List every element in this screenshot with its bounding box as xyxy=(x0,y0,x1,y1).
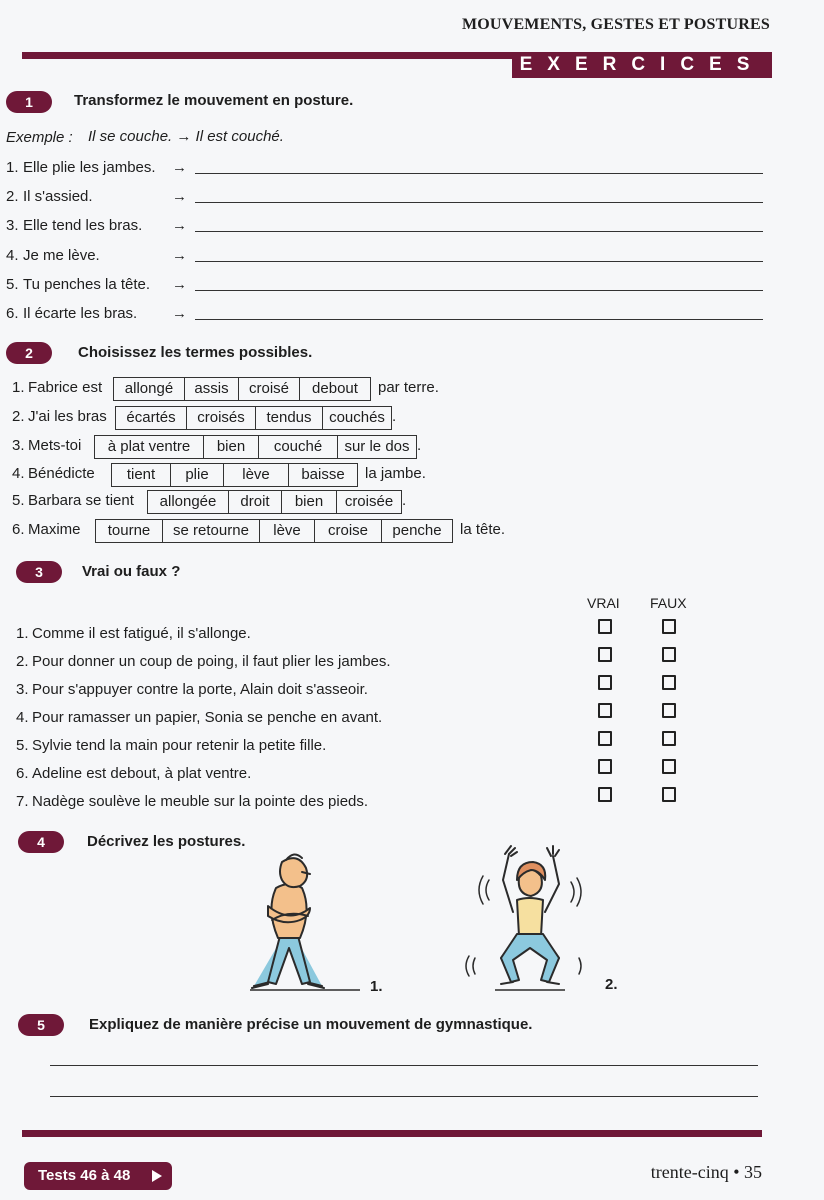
item-statement: Sylvie tend la main pour retenir la petite fille. xyxy=(32,737,327,754)
top-rule xyxy=(22,52,512,59)
item-number: 6. xyxy=(12,521,25,538)
exercise-3-title: Vrai ou faux ? xyxy=(82,563,181,580)
running-head: MOUVEMENTS, GESTES ET POSTURES xyxy=(461,16,770,33)
option-choice[interactable]: écartés xyxy=(116,407,187,429)
figure-2-label: 2. xyxy=(605,976,618,993)
options-group xyxy=(94,435,417,459)
false-checkbox[interactable] xyxy=(662,619,676,634)
arrow-icon: → xyxy=(172,276,187,293)
exercise-3-badge: 3 xyxy=(16,561,62,583)
exercise-1-badge: 1 xyxy=(6,91,52,113)
exercise-2-title: Choisissez les termes possibles. xyxy=(78,344,313,361)
answer-line-2[interactable] xyxy=(50,1096,758,1097)
item-number: 5. xyxy=(12,492,25,509)
option-choice[interactable]: tient xyxy=(112,464,171,486)
figure-1-label: 1. xyxy=(370,978,383,995)
option-choice[interactable]: se retourne xyxy=(163,520,260,542)
option-choice[interactable]: plie xyxy=(171,464,224,486)
item-sentence: Elle tend les bras. xyxy=(23,217,143,234)
options-group xyxy=(111,463,358,487)
item-number: 1. xyxy=(12,379,25,396)
answer-line[interactable] xyxy=(195,173,763,174)
item-number: 4. xyxy=(16,709,29,726)
answer-line[interactable] xyxy=(195,261,763,262)
item-number: 6. xyxy=(16,765,29,782)
item-number: 2. xyxy=(12,408,25,425)
arrow-icon: → xyxy=(172,247,187,264)
item-lead: Bénédicte xyxy=(28,465,95,482)
item-statement: Pour donner un coup de poing, il faut plier les jambes. xyxy=(32,653,391,670)
option-choice[interactable]: assis xyxy=(185,378,239,400)
item-number: 3. xyxy=(6,217,19,234)
arrow-icon: → xyxy=(172,159,187,176)
options-group xyxy=(113,377,371,401)
page-number: trente-cinq • 35 xyxy=(650,1162,762,1182)
item-statement: Adeline est debout, à plat ventre. xyxy=(32,765,252,782)
exercise-5-title: Expliquez de manière précise un mouvement de gymnastique. xyxy=(89,1016,533,1033)
item-number: 3. xyxy=(16,681,29,698)
option-choice[interactable]: droit xyxy=(229,491,282,513)
item-sentence: Tu penches la tête. xyxy=(23,276,151,293)
exercise-4-badge: 4 xyxy=(18,831,64,853)
example-label: Exemple : xyxy=(6,129,73,146)
option-choice[interactable]: lève xyxy=(224,464,289,486)
false-checkbox[interactable] xyxy=(662,647,676,662)
answer-line[interactable] xyxy=(195,231,763,232)
exercise-1-title: Transformez le mouvement en posture. xyxy=(74,92,354,109)
answer-line[interactable] xyxy=(195,319,763,320)
item-lead: Barbara se tient xyxy=(28,492,134,509)
figure-2-illustration xyxy=(455,840,605,1005)
arrow-icon: → xyxy=(172,188,187,205)
item-statement: Pour ramasser un papier, Sonia se penche en avant. xyxy=(32,709,383,726)
item-sentence: Il écarte les bras. xyxy=(23,305,138,322)
option-choice[interactable]: allongé xyxy=(114,378,185,400)
answer-line-1[interactable] xyxy=(50,1065,758,1066)
option-choice[interactable]: à plat ventre xyxy=(95,436,204,458)
bottom-rule xyxy=(22,1130,762,1137)
item-tail: la jambe. xyxy=(365,465,426,482)
option-choice[interactable]: bien xyxy=(282,491,337,513)
item-sentence: Il s'assied. xyxy=(23,188,93,205)
tests-link-label: Tests 46 à 48 xyxy=(38,1167,131,1184)
item-statement: Pour s'appuyer contre la porte, Alain doit s'asseoir. xyxy=(32,681,368,698)
item-sentence: Elle plie les jambes. xyxy=(23,159,156,176)
item-number: 7. xyxy=(16,793,29,810)
item-number: 6. xyxy=(6,305,19,322)
item-tail: la tête. xyxy=(460,521,506,538)
option-choice[interactable]: tourne xyxy=(96,520,163,542)
options-group xyxy=(115,406,392,430)
item-number: 3. xyxy=(12,437,25,454)
item-statement: Comme il est fatigué, il s'allonge. xyxy=(32,625,251,642)
option-choice[interactable]: croisé xyxy=(239,378,300,400)
item-number: 2. xyxy=(6,188,19,205)
option-choice[interactable]: sur le dos xyxy=(344,438,410,455)
tests-link-button[interactable] xyxy=(24,1162,172,1190)
answer-line[interactable] xyxy=(195,290,763,291)
option-choice[interactable]: croise xyxy=(315,520,382,542)
option-choice[interactable]: debout xyxy=(312,380,358,397)
option-choice[interactable]: bien xyxy=(204,436,259,458)
item-number: 5. xyxy=(6,276,19,293)
false-checkbox[interactable] xyxy=(662,787,676,802)
figure-1-illustration xyxy=(240,850,370,1000)
option-choice[interactable]: allongée xyxy=(148,491,229,513)
item-statement: Nadège soulève le meuble sur la pointe des pieds. xyxy=(32,793,369,810)
item-lead: Maxime xyxy=(28,521,81,538)
exercise-5-badge: 5 xyxy=(18,1014,64,1036)
true-checkbox[interactable] xyxy=(598,759,612,774)
column-header-true: VRAI xyxy=(587,595,620,611)
option-choice[interactable]: croisés xyxy=(187,407,256,429)
item-number: 1. xyxy=(6,159,19,176)
answer-line[interactable] xyxy=(195,202,763,203)
option-choice[interactable]: penche xyxy=(392,522,442,539)
option-choice[interactable]: couchés xyxy=(329,409,385,426)
item-lead: Fabrice est xyxy=(28,379,103,396)
options-group xyxy=(147,490,402,514)
arrow-icon: → xyxy=(172,305,187,322)
true-checkbox[interactable] xyxy=(598,731,612,746)
true-checkbox[interactable] xyxy=(598,647,612,662)
item-number: 5. xyxy=(16,737,29,754)
false-checkbox[interactable] xyxy=(662,759,676,774)
true-checkbox[interactable] xyxy=(598,619,612,634)
item-lead: Mets-toi xyxy=(28,437,82,454)
item-tail: . xyxy=(417,437,422,454)
true-checkbox[interactable] xyxy=(598,787,612,802)
column-header-false: FAUX xyxy=(650,595,687,611)
item-tail: . xyxy=(392,408,397,425)
item-lead: J'ai les bras xyxy=(28,408,107,425)
item-number: 1. xyxy=(16,625,29,642)
item-sentence: Je me lève. xyxy=(23,247,100,264)
section-banner: EXERCICES xyxy=(512,52,772,78)
option-choice[interactable]: couché xyxy=(259,436,338,458)
false-checkbox[interactable] xyxy=(662,703,676,718)
option-choice[interactable]: croisée xyxy=(344,493,394,510)
example-text: Il se couche. → Il est couché. xyxy=(88,128,284,145)
option-choice[interactable]: lève xyxy=(260,520,315,542)
false-checkbox[interactable] xyxy=(662,675,676,690)
item-tail: . xyxy=(402,492,407,509)
item-number: 4. xyxy=(12,465,25,482)
item-number: 4. xyxy=(6,247,19,264)
option-choice[interactable]: tendus xyxy=(256,407,323,429)
true-checkbox[interactable] xyxy=(598,675,612,690)
item-tail: par terre. xyxy=(378,379,439,396)
option-choice[interactable]: baisse xyxy=(301,466,345,483)
arrow-icon: → xyxy=(172,217,187,234)
true-checkbox[interactable] xyxy=(598,703,612,718)
play-arrow-icon xyxy=(152,1170,162,1182)
options-group xyxy=(95,519,453,543)
exercise-2-badge: 2 xyxy=(6,342,52,364)
false-checkbox[interactable] xyxy=(662,731,676,746)
exercise-4-title: Décrivez les postures. xyxy=(87,833,246,850)
item-number: 2. xyxy=(16,653,29,670)
